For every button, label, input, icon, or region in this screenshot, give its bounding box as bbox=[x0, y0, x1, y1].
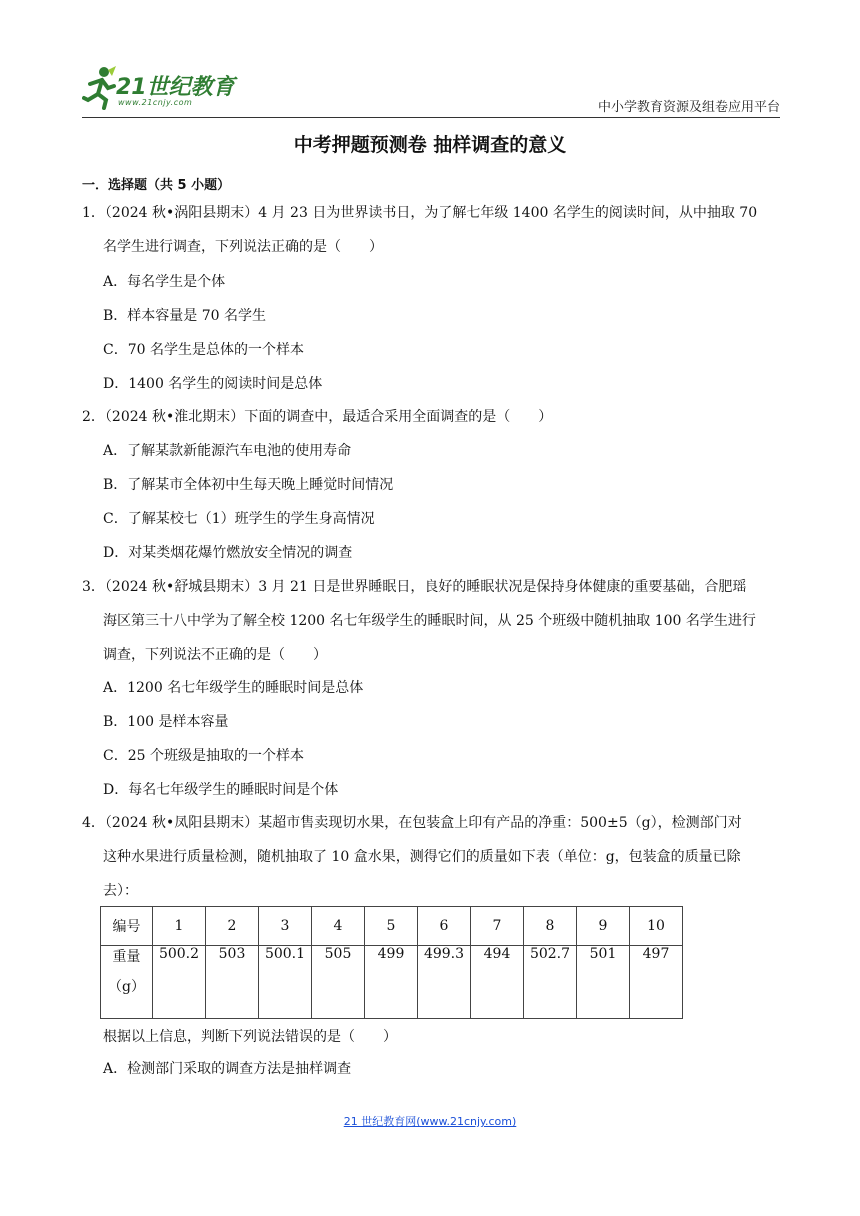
question-4-stem bbox=[82, 806, 782, 908]
table-cell: 3 bbox=[259, 907, 312, 946]
question-line: 这种水果进行质量检测，随机抽取了 10 盒水果，测得它们的质量如下表（单位：g，包装盒的质量已除 bbox=[103, 849, 741, 865]
runner-icon bbox=[82, 66, 116, 110]
option-c: C．了解某校七（1）班学生的学生身高情况 bbox=[103, 511, 375, 527]
table-cell: 1 bbox=[153, 907, 206, 946]
option-c: C．25 个班级是抽取的一个样本 bbox=[103, 748, 304, 764]
table-cell: 502.7 bbox=[524, 946, 577, 1019]
option-a: A．了解某款新能源汽车电池的使用寿命 bbox=[103, 443, 352, 459]
table-cell: 7 bbox=[471, 907, 524, 946]
option-a: A．1200 名七年级学生的睡眠时间是总体 bbox=[103, 680, 364, 696]
table-cell: 5 bbox=[365, 907, 418, 946]
question-2-stem bbox=[82, 400, 782, 434]
table-cell: 494 bbox=[471, 946, 524, 1019]
option-b: B．100 是样本容量 bbox=[103, 714, 229, 730]
question-line: 根据以上信息，判断下列说法错误的是（ ） bbox=[103, 1029, 397, 1045]
footer-link[interactable]: 21 世纪教育网(www.21cnjy.com) bbox=[343, 1115, 517, 1128]
question-line: 名学生进行调查，下列说法正确的是（ ） bbox=[103, 239, 383, 255]
question-1-stem bbox=[82, 196, 782, 264]
table-cell: 8 bbox=[524, 907, 577, 946]
table-cell: 10 bbox=[630, 907, 683, 946]
table-cell: 501 bbox=[577, 946, 630, 1019]
table-cell: 499.3 bbox=[418, 946, 471, 1019]
page-title: 中考押题预测卷 抽样调查的意义 bbox=[293, 134, 567, 156]
table-row bbox=[101, 907, 683, 946]
section-heading: 一．选择题（共 5 小题） bbox=[82, 178, 231, 193]
question-line: 海区第三十八中学为了解全校 1200 名七年级学生的睡眠时间，从 25 个班级中随机抽取 100 名学生进行 bbox=[103, 613, 756, 629]
table-header-cell: 编号 bbox=[101, 907, 153, 946]
table-cell: 500.2 bbox=[153, 946, 206, 1019]
logo-url: www.21cnjy.com bbox=[118, 98, 193, 107]
platform-name: 中小学教育资源及组卷应用平台 bbox=[597, 100, 780, 115]
question-line: 去）： bbox=[103, 883, 138, 899]
table-row bbox=[101, 946, 683, 1019]
table-cell: 505 bbox=[312, 946, 365, 1019]
question-line: 2．（2024 秋•淮北期末）下面的调查中，最适合采用全面调查的是（ ） bbox=[82, 409, 553, 425]
option-d: D．对某类烟花爆竹燃放安全情况的调查 bbox=[103, 545, 353, 561]
table-cell: 4 bbox=[312, 907, 365, 946]
logo bbox=[82, 66, 252, 112]
question-4-prompt bbox=[82, 1020, 782, 1054]
question-3-stem bbox=[82, 570, 782, 672]
table-cell: 503 bbox=[206, 946, 259, 1019]
option-a: A．每名学生是个体 bbox=[103, 274, 226, 290]
option-b: B．了解某市全体初中生每天晚上睡觉时间情况 bbox=[103, 477, 394, 493]
header-label: 重量 bbox=[112, 949, 141, 965]
option-c: C．70 名学生是总体的一个样本 bbox=[103, 342, 304, 358]
table-cell: 497 bbox=[630, 946, 683, 1019]
option-d: D．1400 名学生的阅读时间是总体 bbox=[103, 376, 323, 392]
page-footer bbox=[0, 1113, 860, 1129]
option-d: D．每名七年级学生的睡眠时间是个体 bbox=[103, 782, 339, 798]
table-cell: 9 bbox=[577, 907, 630, 946]
table-cell: 499 bbox=[365, 946, 418, 1019]
table-header-cell bbox=[101, 946, 153, 1019]
page-header bbox=[82, 66, 780, 118]
header-divider bbox=[82, 117, 780, 118]
weight-table bbox=[100, 906, 683, 1019]
logo-text: 21世纪教育 bbox=[116, 75, 235, 100]
table-cell: 500.1 bbox=[259, 946, 312, 1019]
question-line: 1．（2024 秋•涡阳县期末）4 月 23 日为世界读书日，为了解七年级 1400 名学生的阅读时间，从中抽取 70 bbox=[82, 205, 758, 221]
table-cell: 2 bbox=[206, 907, 259, 946]
question-line: 3．（2024 秋•舒城县期末）3 月 21 日是世界睡眠日，良好的睡眠状况是保持身体健康的重要基础，合肥瑶 bbox=[82, 579, 747, 595]
question-line: 4．（2024 秋•凤阳县期末）某超市售卖现切水果，在包装盒上印有产品的净重：500±5（g），检测部门对 bbox=[82, 815, 742, 831]
table-cell: 6 bbox=[418, 907, 471, 946]
question-line: 调查，下列说法不正确的是（ ） bbox=[103, 647, 327, 663]
header-unit: （g） bbox=[108, 979, 145, 995]
option-b: B．样本容量是 70 名学生 bbox=[103, 308, 267, 324]
option-a: A．检测部门采取的调查方法是抽样调查 bbox=[103, 1061, 352, 1077]
